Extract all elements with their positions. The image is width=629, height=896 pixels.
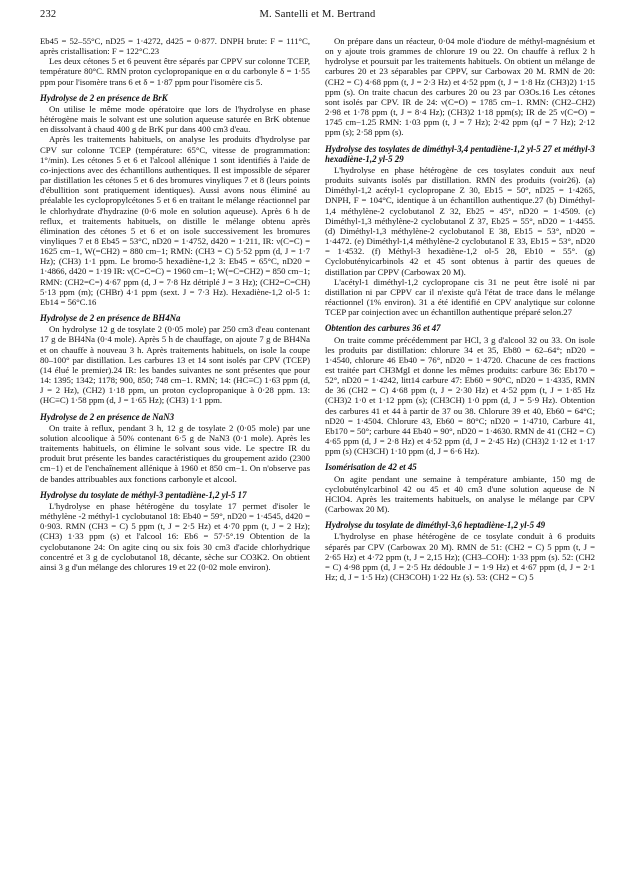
paragraph: Après les traitements habituels, on analyse les produits d'hydrolyse par CPV sur colonne TCEP (température: 65°C, vitesse de programmation: 1°/min). Les cétones 5 et 6 et l'alcool allénique 1 sont identifiés à l'aide de co-injections avec des échantillons authentiques. Il est impossible de séparer par distillation les cétones 5 et 6 des bromures vinyliques 7 et 8 (leurs points d'ébullition sont pratiquement identiques). Aussi avons nous éliminé au préalable les cyclopropylcétones 5 et 6 en traitant le mélange réactionnel par le chlorhydrate d'hydrazine (0·6 mole en solution aqueuse). Après 6 h de reflux, et traitements habituels, on distille le mélange obtenu après élimination des cétones 5 et 6 et on isole successivement les bromures vinyliques 7 et 8 Eb45 = 53°C, nD20 = 1·4752, d420 = 1·211, IR: ν(C=C) = 1625 cm−1, W(=CH2) = 880 cm−1; RMN: (CH3 = C) 5·52 ppm (d, J = 1·7 Hz); (CH3) 1·1 ppm. Le bromo-5 hexadiène-1,2 3: Eb45 = 65°C, nD20 = 1·4866, d420 = 1·19 IR: ν(C=C=C) = 1960 cm−1; W(=C=CH2) = 850 cm−1; RMN: (CH2=C=) 4·67 ppm (d, J = 7·8 Hz détriplé J = 3 Hz); (CH2=C=CH) 5·13 ppm (m); (CHBr) 4·1 ppm (sext. J = 7·3 Hz). Hexadiène-1,2 ol-5 1: Eb14 = 56°C.16 xyxy=(40,134,310,307)
paragraph: On utilise le même mode opératoire que lors de l'hydrolyse en phase hétérogène mais le solvant est une solution aqueuse saturée en BrK obtenue en dissolvant à chaud 400 g de BrK pur dans 400 cm3 d'eau. xyxy=(40,103,310,135)
paragraph: On traite comme précédemment par HCl, 3 g d'alcool 32 ou 33. On isole les produits par distillation: chlorure 34 et 35, Eb80 = 62–64°; nD20 = 1·4540, chlorure 46 Eb40 = 76°, nD20 = 1·4720. Chacune de ces fractions est traitée part CH3MgI et donne les mêmes produits: carbure 36: Eb170 = 52°, nD20 = 1·4242, litt14 carbure 47: Eb60 = 90°C, nD20 = 1·4335, RMN de 36 (CH2 = C) 4·68 ppm (t, J = 2·30 Hz) et 4·52 ppm (t, J = 1·85 Hz (CH3)2 1·0 et 1·12 ppm (s); (CH3CH) 1·0 ppm (d, J = 5·9 Hz). Obtention des carbures 41 et 44 à partir de 37 ou 38. Chlorure 39 et 40, Eb60 = 64°C; nD20 = 1·4504. Chlorure 43, Eb60 = 80°C; nD20 = 1·4710, Carbure 41, Eb170 = 50°; carbure 44 Eb40 = 90°, nD20 = 1·4630. RMN de 41 (CH2 = C) 4·65 ppm (d, J = 2·8 Hz) et 4·52 ppm (d, J = 2·45 Hz) (CH3)2 1·12 et 1·17 ppm (s) (CH3CH) 1·10 ppm (d, J = 6·6 Hz). xyxy=(325,334,595,457)
section-heading: Hydrolyse du tosylate de diméthyl-3,6 heptadiène-1,2 yl-5 49 xyxy=(325,520,546,531)
paragraph: On traite à reflux, pendant 3 h, 12 g de tosylate 2 (0·05 mole) par une solution alcoolique à 50% contenant 6·5 g de NaN3 (0·1 mole). Après les traitements habituels, on élimine le solvant sous vide. Le spectre IR du produit brut présente les bandes caractéristiques du groupement azido (2300 cm−1) et de l'enchaînement allénique à 1960 et 850 cm−1. On n'observe pas de bandes attribuables aux fonctions carbonyle et alcool. xyxy=(40,422,310,484)
paragraph: On hydrolyse 12 g de tosylate 2 (0·05 mole) par 250 cm3 d'eau contenant 17 g de BH4Na (0·4 mole). Après 5 h de chauffage, on ajoute 7 g de BH4Na et on chauffe à nouveau 3 h. Après traitements habituels, on isole la coupe 80–100° par distillation. Les carbures 13 et 14 sont isolés par CPV (TCEP) (14 élué le premier).24 IR: les bandes suivantes ne sont présentes que pour 14: 1395; 1342; 1178; 900, 850; 748 cm−1. RMN; 14: (HC≡C) 1·63 ppm (d, J = 2 Hz), (CH2) 1·18 ppm, un proton cyclopropanique à 0·28 ppm. 13: (HC≡C) 1·58 ppm (d, J = 1·65 Hz); (CH3) 1·1 ppm. xyxy=(40,324,310,406)
page-header xyxy=(40,9,595,25)
paragraph: L'hydrolyse en phase hétérogène de ce tosylate conduit à 6 produits séparés par CPV (Carbowax 20 M). RMN de 51: (CH2 = C) 5 ppm (t, J = 2·65 Hz) et 4·72 ppm (t, J = 2,15 Hz); (CH3–COH): 1·33 ppm (s). 52: (CH2 = C) 4·98 ppm (d, J = 2·5 Hz dédouble J = 1·9 Hz) et 4·67 ppm (d, J = 2·1 Hz; d, J = 1·5 Hz) (CH3COH) 1·22 Hz (s). 53: (CH2 = C) 5 xyxy=(325,531,595,583)
paragraph: Eb45 = 52–55°C, nD25 = 1·4272, d425 = 0·877. DNPH brute: F = 111°C, après cristallisation: F = 122°C.23 xyxy=(40,36,310,57)
running-head: M. Santelli et M. Bertrand xyxy=(259,9,376,20)
section-heading: Hydrolyse de 2 en présence de BH4Na xyxy=(40,313,181,324)
paragraph: On agite pendant une semaine à température ambiante, 150 mg de cyclobuténylcarbinol 42 ou 45 et 40 cm3 d'une solution aqueuse de N HClO4. Après les traitements habituels, on analyse le mélange par CPV (Carbowax 20 M). xyxy=(325,473,595,515)
right-column xyxy=(325,36,595,582)
page-number: 232 xyxy=(40,9,57,20)
section-heading: Hydrolyse de 2 en présence de BrK xyxy=(40,92,168,103)
paragraph: Les deux cétones 5 et 6 peuvent être séparés par CPPV sur colonne TCEP, température 80°C. RMN proton cyclopropanique en α du carbonyle δ = 1·55 ppm pour l'isomère trans 6 et δ = 1·87 ppm pour l'isomère cis 5. xyxy=(40,56,310,87)
section-heading: Hydrolyse du tosylate de méthyl-3 pentadiène-1,2 yl-5 17 xyxy=(40,489,247,500)
paragraph: On prépare dans un réacteur, 0·04 mole d'iodure de méthyl-magnésium et on y ajoute trois grammes de chlorure 19 ou 22. On chauffe à reflux 2 h hydrolyse et poursuit par les traitements habituels. On obtient un mélange de carbures 20 et 23 séparables par CPPV, sur Carbowax 20 M. RMN de 20: (CH2 = C) 4·68 ppm (t, J = 2·3 Hz) et 4·52 ppm (t, J = 1·8 Hz (CH3)2) 1·15 ppm (s). On traite chacun des carbures 20 ou 23 par O3Os.16 Les cétones sont isolés par CPV. IR de 24: ν(C=O) = 1785 cm−1. RMN: (CH2–CH2) 2·98 et 1·78 ppm (t, J = 8·4 Hz); (CH3)2 1·18 ppm(s); IR de 25 ν(C=O) = 1745 cm−1.25 RMN: 1·03 ppm (t, J = 7 Hz); 2·42 ppm (qJ = 7 Hz); 2·12 ppm (s); 2·58 ppm (s). xyxy=(325,36,595,138)
section-heading: Hydrolyse de 2 en présence de NaN3 xyxy=(40,411,175,422)
paragraph: L'acétyl-1 diméthyl-1,2 cyclopropane cis 31 ne peut être isolé ni par distillation ni par CPPV car il n'existe qu'à l'état de trace dans le mélange réactionnel (1% environ). 31 a été identifié en CPV analytique sur colonne TCEP par coinjection avec un échantillon authentique préparé selon.27 xyxy=(325,276,595,318)
paragraph: L'hydrolyse en phase hétérogène de ces tosylates conduit aux neuf produits suivants isolés par distillation. RMN des produits (voir26). (a) Diméthyl-1,2 acétyl-1 cyclopropane Z 30, Eb15 = 50°, nD25 = 1·4265, DNPH, F = 104°C, identique à un échantillon authentique.27 (b) Diméthyl-1,4 méthylène-2 cyclobutanol Z 32, Eb25 = 45°, nD20 = 1·4509. (c) Diméthyl-1,3 méthylène-2 cyclobutanol Z 37, Eb25 = 55°, nD20 = 1·4455. (d) Diméthyl-1,3 méthylène-2 cyclobutanol E 38, Eb15 = 53°, nD20 = 1·4472. (e) Diméthyl-1,4 méthylène-2 cyclobutanol E 33, Eb15 = 53°, nD20 = 1·4532. (f) Méthyl-3 hexadiène-1,2 ol-5 28, Eb10 = 55°. (g) Cyclobutényicarbinols 42 et 45 sont obtenus à partir des queues de distillation par CPPV (Carbowax 20 M). xyxy=(325,164,595,277)
paragraph: L'hydrolyse en phase hétérogène du tosylate 17 permet d'isoler le méthylène -2 méthyl-1 cyclobutanol 18: Eb40 = 59°, nD20 = 1·4545, d420 = 0·903. RMN (CH3 = C) 5 ppm (t, J = 2·5 Hz) et 4·70 ppm (t, J = 2 Hz); (CH3) 1·33 ppm (s) et l'alcool 16: Eb6 = 57·5°.19 Obtention de la cyclobutanone 24: On agite cinq ou six fois 30 cm3 d'acide chlorhydrique concentré et 3 g de cyclobutanol 18, décante, sèche sur CO3K2. On obtient ainsi 3 g d'un mélange des chlorures 19 et 22 (0·02 mole environ). xyxy=(40,500,310,572)
section-heading: Hydrolyse des tosylates de diméthyl-3,4 pentadiène-1,2 yl-5 27 et méthyl-3 hexadiène-1,2 yl-5 29 xyxy=(325,143,595,164)
left-column xyxy=(40,36,310,572)
section-heading: Obtention des carbures 36 et 47 xyxy=(325,323,441,334)
section-heading: Isomérisation de 42 et 45 xyxy=(325,462,417,473)
